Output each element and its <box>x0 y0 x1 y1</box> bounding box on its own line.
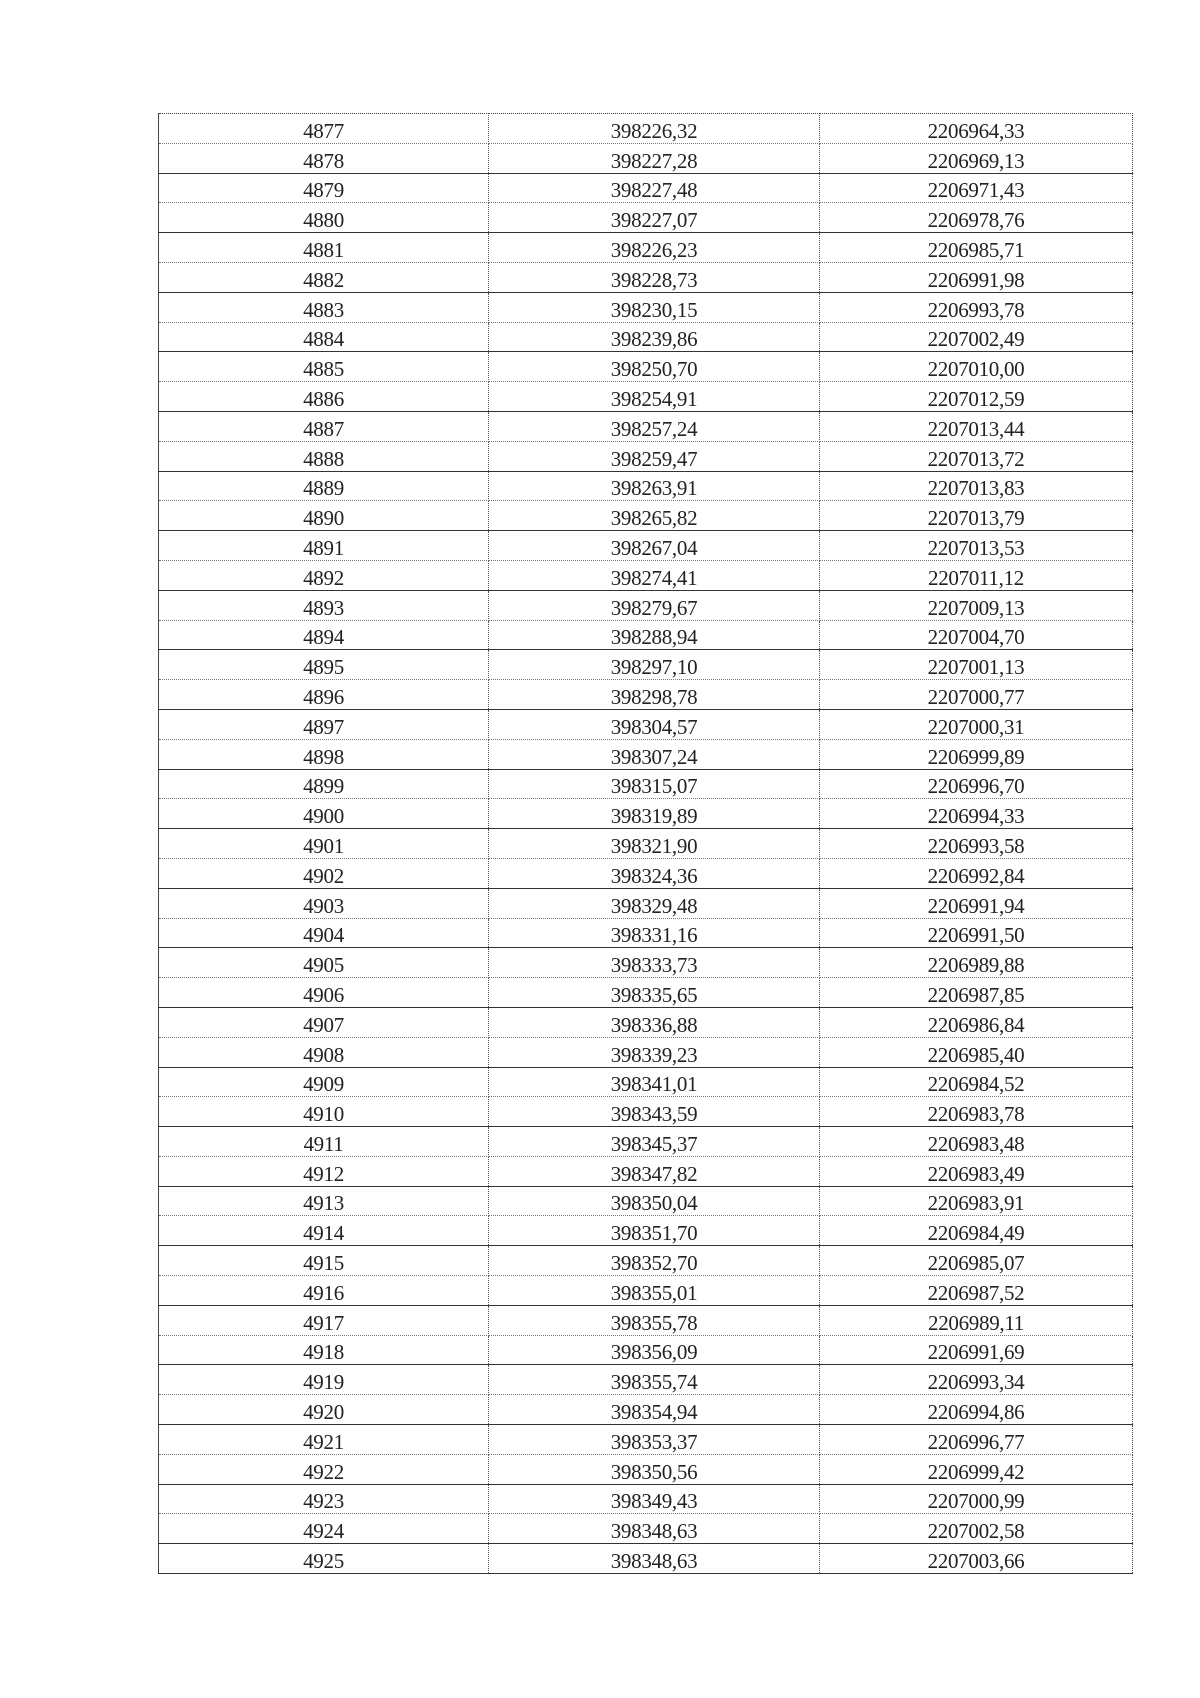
table-row <box>159 1484 1133 1514</box>
x-coordinate-cell: 398348,63 <box>489 1544 820 1574</box>
table-row <box>159 1246 1133 1276</box>
x-coordinate-cell: 398355,78 <box>489 1305 820 1335</box>
x-coordinate-cell: 398227,48 <box>489 173 820 203</box>
table-row <box>159 1127 1133 1157</box>
point-number-cell: 4878 <box>159 143 489 173</box>
table-row <box>159 411 1133 441</box>
point-number-cell: 4900 <box>159 799 489 829</box>
y-coordinate-cell: 2207004,70 <box>820 620 1133 650</box>
table-row <box>159 1365 1133 1395</box>
x-coordinate-cell: 398304,57 <box>489 709 820 739</box>
table-row <box>159 1037 1133 1067</box>
y-coordinate-cell: 2207012,59 <box>820 382 1133 412</box>
y-coordinate-cell: 2207013,83 <box>820 471 1133 501</box>
point-number-cell: 4885 <box>159 352 489 382</box>
y-coordinate-cell: 2206983,48 <box>820 1127 1133 1157</box>
point-number-cell: 4894 <box>159 620 489 650</box>
x-coordinate-cell: 398355,74 <box>489 1365 820 1395</box>
x-coordinate-cell: 398343,59 <box>489 1097 820 1127</box>
x-coordinate-cell: 398347,82 <box>489 1156 820 1186</box>
y-coordinate-cell: 2206983,78 <box>820 1097 1133 1127</box>
point-number-cell: 4918 <box>159 1335 489 1365</box>
y-coordinate-cell: 2206993,58 <box>820 829 1133 859</box>
point-number-cell: 4889 <box>159 471 489 501</box>
point-number-cell: 4910 <box>159 1097 489 1127</box>
point-number-cell: 4892 <box>159 560 489 590</box>
y-coordinate-cell: 2206994,86 <box>820 1395 1133 1425</box>
x-coordinate-cell: 398267,04 <box>489 531 820 561</box>
x-coordinate-cell: 398345,37 <box>489 1127 820 1157</box>
y-coordinate-cell: 2207010,00 <box>820 352 1133 382</box>
y-coordinate-cell: 2206987,85 <box>820 978 1133 1008</box>
point-number-cell: 4924 <box>159 1514 489 1544</box>
x-coordinate-cell: 398250,70 <box>489 352 820 382</box>
y-coordinate-cell: 2207013,44 <box>820 411 1133 441</box>
table-row <box>159 858 1133 888</box>
y-coordinate-cell: 2206985,71 <box>820 233 1133 263</box>
y-coordinate-cell: 2206985,40 <box>820 1037 1133 1067</box>
y-coordinate-cell: 2206971,43 <box>820 173 1133 203</box>
y-coordinate-cell: 2206964,33 <box>820 114 1133 144</box>
x-coordinate-cell: 398228,73 <box>489 262 820 292</box>
point-number-cell: 4884 <box>159 322 489 352</box>
x-coordinate-cell: 398350,56 <box>489 1454 820 1484</box>
y-coordinate-cell: 2206984,49 <box>820 1216 1133 1246</box>
y-coordinate-cell: 2206993,78 <box>820 292 1133 322</box>
y-coordinate-cell: 2207000,99 <box>820 1484 1133 1514</box>
x-coordinate-cell: 398297,10 <box>489 650 820 680</box>
x-coordinate-cell: 398329,48 <box>489 888 820 918</box>
table-row <box>159 531 1133 561</box>
x-coordinate-cell: 398341,01 <box>489 1067 820 1097</box>
x-coordinate-cell: 398352,70 <box>489 1246 820 1276</box>
x-coordinate-cell: 398350,04 <box>489 1186 820 1216</box>
x-coordinate-cell: 398230,15 <box>489 292 820 322</box>
x-coordinate-cell: 398356,09 <box>489 1335 820 1365</box>
x-coordinate-cell: 398226,23 <box>489 233 820 263</box>
table-row <box>159 769 1133 799</box>
table-row <box>159 1067 1133 1097</box>
x-coordinate-cell: 398324,36 <box>489 858 820 888</box>
y-coordinate-cell: 2206991,69 <box>820 1335 1133 1365</box>
point-number-cell: 4881 <box>159 233 489 263</box>
y-coordinate-cell: 2207013,79 <box>820 501 1133 531</box>
point-number-cell: 4901 <box>159 829 489 859</box>
table-row <box>159 262 1133 292</box>
table-row <box>159 948 1133 978</box>
point-number-cell: 4904 <box>159 918 489 948</box>
table-row <box>159 501 1133 531</box>
point-number-cell: 4913 <box>159 1186 489 1216</box>
x-coordinate-cell: 398349,43 <box>489 1484 820 1514</box>
point-number-cell: 4897 <box>159 709 489 739</box>
y-coordinate-cell: 2206986,84 <box>820 1007 1133 1037</box>
table-row <box>159 1156 1133 1186</box>
x-coordinate-cell: 398265,82 <box>489 501 820 531</box>
table-row <box>159 1395 1133 1425</box>
table-row <box>159 471 1133 501</box>
y-coordinate-cell: 2206991,50 <box>820 918 1133 948</box>
x-coordinate-cell: 398307,24 <box>489 739 820 769</box>
x-coordinate-cell: 398227,28 <box>489 143 820 173</box>
x-coordinate-cell: 398279,67 <box>489 590 820 620</box>
point-number-cell: 4898 <box>159 739 489 769</box>
table-row <box>159 620 1133 650</box>
y-coordinate-cell: 2206996,70 <box>820 769 1133 799</box>
table-row <box>159 1544 1133 1574</box>
table-row <box>159 1425 1133 1455</box>
x-coordinate-cell: 398354,94 <box>489 1395 820 1425</box>
y-coordinate-cell: 2206989,88 <box>820 948 1133 978</box>
table-row <box>159 590 1133 620</box>
table-row <box>159 888 1133 918</box>
point-number-cell: 4909 <box>159 1067 489 1097</box>
table-row <box>159 233 1133 263</box>
point-number-cell: 4895 <box>159 650 489 680</box>
table-row <box>159 560 1133 590</box>
table-row <box>159 173 1133 203</box>
point-number-cell: 4899 <box>159 769 489 799</box>
table-row <box>159 1216 1133 1246</box>
point-number-cell: 4919 <box>159 1365 489 1395</box>
y-coordinate-cell: 2207000,77 <box>820 680 1133 710</box>
table-row <box>159 1007 1133 1037</box>
y-coordinate-cell: 2207013,72 <box>820 441 1133 471</box>
x-coordinate-cell: 398319,89 <box>489 799 820 829</box>
table-row <box>159 1335 1133 1365</box>
y-coordinate-cell: 2206999,89 <box>820 739 1133 769</box>
y-coordinate-cell: 2206987,52 <box>820 1276 1133 1306</box>
x-coordinate-cell: 398239,86 <box>489 322 820 352</box>
x-coordinate-cell: 398226,32 <box>489 114 820 144</box>
point-number-cell: 4921 <box>159 1425 489 1455</box>
table-row <box>159 978 1133 1008</box>
point-number-cell: 4908 <box>159 1037 489 1067</box>
y-coordinate-cell: 2207003,66 <box>820 1544 1133 1574</box>
y-coordinate-cell: 2207009,13 <box>820 590 1133 620</box>
point-number-cell: 4920 <box>159 1395 489 1425</box>
point-number-cell: 4925 <box>159 1544 489 1574</box>
point-number-cell: 4912 <box>159 1156 489 1186</box>
table-row <box>159 114 1133 144</box>
table-row <box>159 1186 1133 1216</box>
table-row <box>159 1454 1133 1484</box>
y-coordinate-cell: 2206983,49 <box>820 1156 1133 1186</box>
x-coordinate-cell: 398315,07 <box>489 769 820 799</box>
y-coordinate-cell: 2207000,31 <box>820 709 1133 739</box>
point-number-cell: 4882 <box>159 262 489 292</box>
table-row <box>159 1514 1133 1544</box>
y-coordinate-cell: 2206992,84 <box>820 858 1133 888</box>
x-coordinate-cell: 398254,91 <box>489 382 820 412</box>
point-number-cell: 4915 <box>159 1246 489 1276</box>
table-row <box>159 1097 1133 1127</box>
table-row <box>159 918 1133 948</box>
x-coordinate-cell: 398355,01 <box>489 1276 820 1306</box>
table-row <box>159 739 1133 769</box>
x-coordinate-cell: 398335,65 <box>489 978 820 1008</box>
y-coordinate-cell: 2206991,98 <box>820 262 1133 292</box>
y-coordinate-cell: 2207002,49 <box>820 322 1133 352</box>
x-coordinate-cell: 398257,24 <box>489 411 820 441</box>
point-number-cell: 4922 <box>159 1454 489 1484</box>
point-number-cell: 4879 <box>159 173 489 203</box>
x-coordinate-cell: 398348,63 <box>489 1514 820 1544</box>
point-number-cell: 4877 <box>159 114 489 144</box>
point-number-cell: 4890 <box>159 501 489 531</box>
table-row <box>159 143 1133 173</box>
y-coordinate-cell: 2207013,53 <box>820 531 1133 561</box>
point-number-cell: 4902 <box>159 858 489 888</box>
x-coordinate-cell: 398339,23 <box>489 1037 820 1067</box>
table-row <box>159 441 1133 471</box>
x-coordinate-cell: 398298,78 <box>489 680 820 710</box>
x-coordinate-cell: 398263,91 <box>489 471 820 501</box>
point-number-cell: 4903 <box>159 888 489 918</box>
y-coordinate-cell: 2206991,94 <box>820 888 1133 918</box>
point-number-cell: 4917 <box>159 1305 489 1335</box>
point-number-cell: 4911 <box>159 1127 489 1157</box>
table-row <box>159 650 1133 680</box>
table-row <box>159 322 1133 352</box>
y-coordinate-cell: 2206985,07 <box>820 1246 1133 1276</box>
point-number-cell: 4914 <box>159 1216 489 1246</box>
x-coordinate-cell: 398227,07 <box>489 203 820 233</box>
y-coordinate-cell: 2207011,12 <box>820 560 1133 590</box>
x-coordinate-cell: 398351,70 <box>489 1216 820 1246</box>
y-coordinate-cell: 2206989,11 <box>820 1305 1133 1335</box>
table-row <box>159 292 1133 322</box>
coordinates-table-body <box>159 114 1133 1574</box>
table-row <box>159 1276 1133 1306</box>
table-row <box>159 352 1133 382</box>
y-coordinate-cell: 2207001,13 <box>820 650 1133 680</box>
point-number-cell: 4923 <box>159 1484 489 1514</box>
table-row <box>159 203 1133 233</box>
x-coordinate-cell: 398259,47 <box>489 441 820 471</box>
point-number-cell: 4886 <box>159 382 489 412</box>
table-row <box>159 829 1133 859</box>
point-number-cell: 4891 <box>159 531 489 561</box>
y-coordinate-cell: 2206978,76 <box>820 203 1133 233</box>
coordinates-table <box>158 113 1133 1574</box>
point-number-cell: 4907 <box>159 1007 489 1037</box>
point-number-cell: 4888 <box>159 441 489 471</box>
x-coordinate-cell: 398353,37 <box>489 1425 820 1455</box>
point-number-cell: 4896 <box>159 680 489 710</box>
point-number-cell: 4883 <box>159 292 489 322</box>
table-row <box>159 680 1133 710</box>
y-coordinate-cell: 2206969,13 <box>820 143 1133 173</box>
table-row <box>159 799 1133 829</box>
x-coordinate-cell: 398333,73 <box>489 948 820 978</box>
y-coordinate-cell: 2206984,52 <box>820 1067 1133 1097</box>
x-coordinate-cell: 398331,16 <box>489 918 820 948</box>
point-number-cell: 4887 <box>159 411 489 441</box>
x-coordinate-cell: 398288,94 <box>489 620 820 650</box>
y-coordinate-cell: 2206994,33 <box>820 799 1133 829</box>
y-coordinate-cell: 2206996,77 <box>820 1425 1133 1455</box>
y-coordinate-cell: 2206983,91 <box>820 1186 1133 1216</box>
x-coordinate-cell: 398274,41 <box>489 560 820 590</box>
point-number-cell: 4893 <box>159 590 489 620</box>
table-row <box>159 1305 1133 1335</box>
x-coordinate-cell: 398336,88 <box>489 1007 820 1037</box>
y-coordinate-cell: 2206993,34 <box>820 1365 1133 1395</box>
x-coordinate-cell: 398321,90 <box>489 829 820 859</box>
point-number-cell: 4906 <box>159 978 489 1008</box>
point-number-cell: 4880 <box>159 203 489 233</box>
table-row <box>159 382 1133 412</box>
y-coordinate-cell: 2206999,42 <box>820 1454 1133 1484</box>
point-number-cell: 4916 <box>159 1276 489 1306</box>
y-coordinate-cell: 2207002,58 <box>820 1514 1133 1544</box>
table-row <box>159 709 1133 739</box>
point-number-cell: 4905 <box>159 948 489 978</box>
